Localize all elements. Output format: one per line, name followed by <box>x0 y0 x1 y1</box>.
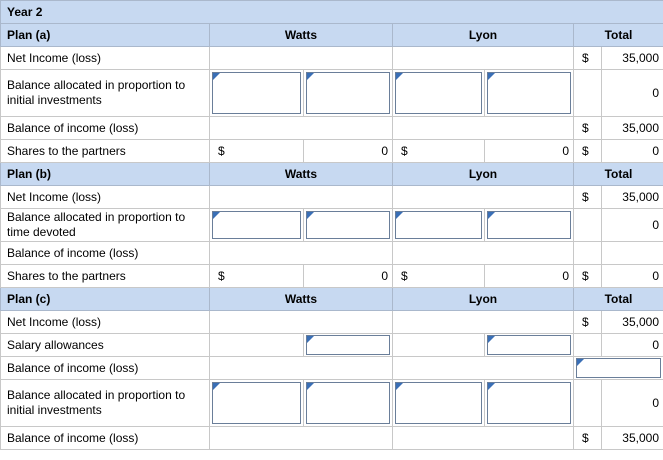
plan-c-net-income-label: Net Income (loss) <box>1 311 210 334</box>
plan-c-lyon-allocated-input[interactable] <box>395 382 482 424</box>
plan-c-allocated-label: Balance allocated in proportion to initial investments <box>1 380 210 427</box>
currency-sign: $ <box>393 265 485 288</box>
dropdown-marker-icon <box>396 73 403 80</box>
currency-sign: $ <box>393 140 485 163</box>
plan-c-balance-total-input[interactable] <box>576 358 661 378</box>
currency-sign: $ <box>574 186 602 209</box>
plan-c-balance-label: Balance of income (loss) <box>1 357 210 380</box>
currency-sign: $ <box>210 140 304 163</box>
plan-c-watts-salary-input[interactable] <box>306 335 390 355</box>
plan-b-watts-header: Watts <box>210 163 393 186</box>
plan-a-net-income-total: 35,000 <box>602 47 663 70</box>
plan-a-balance-total: 35,000 <box>602 117 663 140</box>
plan-b-allocated-row <box>1 209 663 242</box>
plan-c-salary-label: Salary allowances <box>1 334 210 357</box>
plan-b-allocated-label: Balance allocated in proportion to time devoted <box>1 209 210 242</box>
plan-b-shares-total: 0 <box>602 265 663 288</box>
currency-sign: $ <box>574 117 602 140</box>
plan-c-balance2-label: Balance of income (loss) <box>1 427 210 450</box>
plan-c-lyon-allocated-amount-input[interactable] <box>487 382 571 424</box>
dropdown-marker-icon <box>307 73 314 80</box>
plan-b-title: Plan (b) <box>1 163 210 186</box>
plan-c-balance-row <box>1 357 663 380</box>
plan-c-salary-row <box>1 334 663 357</box>
dropdown-marker-icon <box>488 336 495 343</box>
plan-c-balance2-total: 35,000 <box>602 427 663 450</box>
dropdown-marker-icon <box>307 383 314 390</box>
plan-a-allocated-label: Balance allocated in proportion to initial investments <box>1 70 210 117</box>
plan-c-total-header: Total <box>574 288 663 311</box>
plan-b-lyon-allocated-amount-input[interactable] <box>487 211 571 239</box>
plan-b-shares-lyon: 0 <box>485 265 574 288</box>
plan-a-net-income-label: Net Income (loss) <box>1 47 210 70</box>
plan-c-title: Plan (c) <box>1 288 210 311</box>
plan-c-lyon-salary-input[interactable] <box>487 335 571 355</box>
plan-a-shares-label: Shares to the partners <box>1 140 210 163</box>
plan-c-net-income-total: 35,000 <box>602 311 663 334</box>
dropdown-marker-icon <box>213 383 220 390</box>
dropdown-marker-icon <box>488 383 495 390</box>
currency-sign: $ <box>574 140 602 163</box>
plan-b-watts-allocated-input[interactable] <box>212 211 301 239</box>
plan-a-allocated-total: 0 <box>602 70 663 117</box>
plan-a-allocated-row <box>1 70 663 117</box>
plan-b-watts-allocated-amount-input[interactable] <box>306 211 390 239</box>
dropdown-marker-icon <box>396 383 403 390</box>
plan-c-allocated-total: 0 <box>602 380 663 427</box>
plan-a-watts-allocated-amount-input[interactable] <box>306 72 390 114</box>
plan-b-net-income-label: Net Income (loss) <box>1 186 210 209</box>
plan-c-watts-allocated-amount-input[interactable] <box>306 382 390 424</box>
plan-b-balance-label: Balance of income (loss) <box>1 242 210 265</box>
plan-b-lyon-header: Lyon <box>393 163 574 186</box>
plan-b-lyon-allocated-input[interactable] <box>395 211 482 239</box>
plan-a-balance-label: Balance of income (loss) <box>1 117 210 140</box>
year-header-row <box>1 1 663 24</box>
plan-a-watts-allocated-input[interactable] <box>212 72 301 114</box>
plan-c-allocated-row <box>1 380 663 427</box>
dropdown-marker-icon <box>307 336 314 343</box>
plan-c-header-row <box>1 288 663 311</box>
plan-a-shares-watts: 0 <box>304 140 393 163</box>
plan-c-watts-allocated-input[interactable] <box>212 382 301 424</box>
dropdown-marker-icon <box>396 212 403 219</box>
plan-b-shares-watts: 0 <box>304 265 393 288</box>
plan-a-lyon-allocated-input[interactable] <box>395 72 482 114</box>
plan-b-shares-label: Shares to the partners <box>1 265 210 288</box>
plan-a-lyon-allocated-amount-input[interactable] <box>487 72 571 114</box>
plan-b-balance-row <box>1 242 663 265</box>
plan-b-header-row <box>1 163 663 186</box>
plan-a-header-row <box>1 24 663 47</box>
currency-sign: $ <box>574 427 602 450</box>
currency-sign: $ <box>574 311 602 334</box>
dropdown-marker-icon <box>577 359 584 366</box>
dropdown-marker-icon <box>213 73 220 80</box>
plan-b-net-income-row <box>1 186 663 209</box>
plan-c-lyon-header: Lyon <box>393 288 574 311</box>
plan-a-total-header: Total <box>574 24 663 47</box>
dropdown-marker-icon <box>307 212 314 219</box>
plan-a-title: Plan (a) <box>1 24 210 47</box>
plan-a-shares-total: 0 <box>602 140 663 163</box>
dropdown-marker-icon <box>488 73 495 80</box>
plan-a-net-income-row <box>1 47 663 70</box>
currency-sign: $ <box>574 265 602 288</box>
plan-c-net-income-row <box>1 311 663 334</box>
plan-b-total-header: Total <box>574 163 663 186</box>
currency-sign: $ <box>574 47 602 70</box>
plan-c-salary-total: 0 <box>602 334 663 357</box>
plan-b-shares-row <box>1 265 663 288</box>
plan-c-balance2-row <box>1 427 663 450</box>
plan-b-net-income-total: 35,000 <box>602 186 663 209</box>
plan-a-shares-row <box>1 140 663 163</box>
currency-sign: $ <box>210 265 304 288</box>
plan-c-watts-header: Watts <box>210 288 393 311</box>
dropdown-marker-icon <box>488 212 495 219</box>
dropdown-marker-icon <box>213 212 220 219</box>
year-label: Year 2 <box>1 1 663 24</box>
plan-a-lyon-header: Lyon <box>393 24 574 47</box>
plan-a-balance-row <box>1 117 663 140</box>
plan-b-allocated-total: 0 <box>602 209 663 242</box>
plan-a-shares-lyon: 0 <box>485 140 574 163</box>
plan-a-watts-header: Watts <box>210 24 393 47</box>
